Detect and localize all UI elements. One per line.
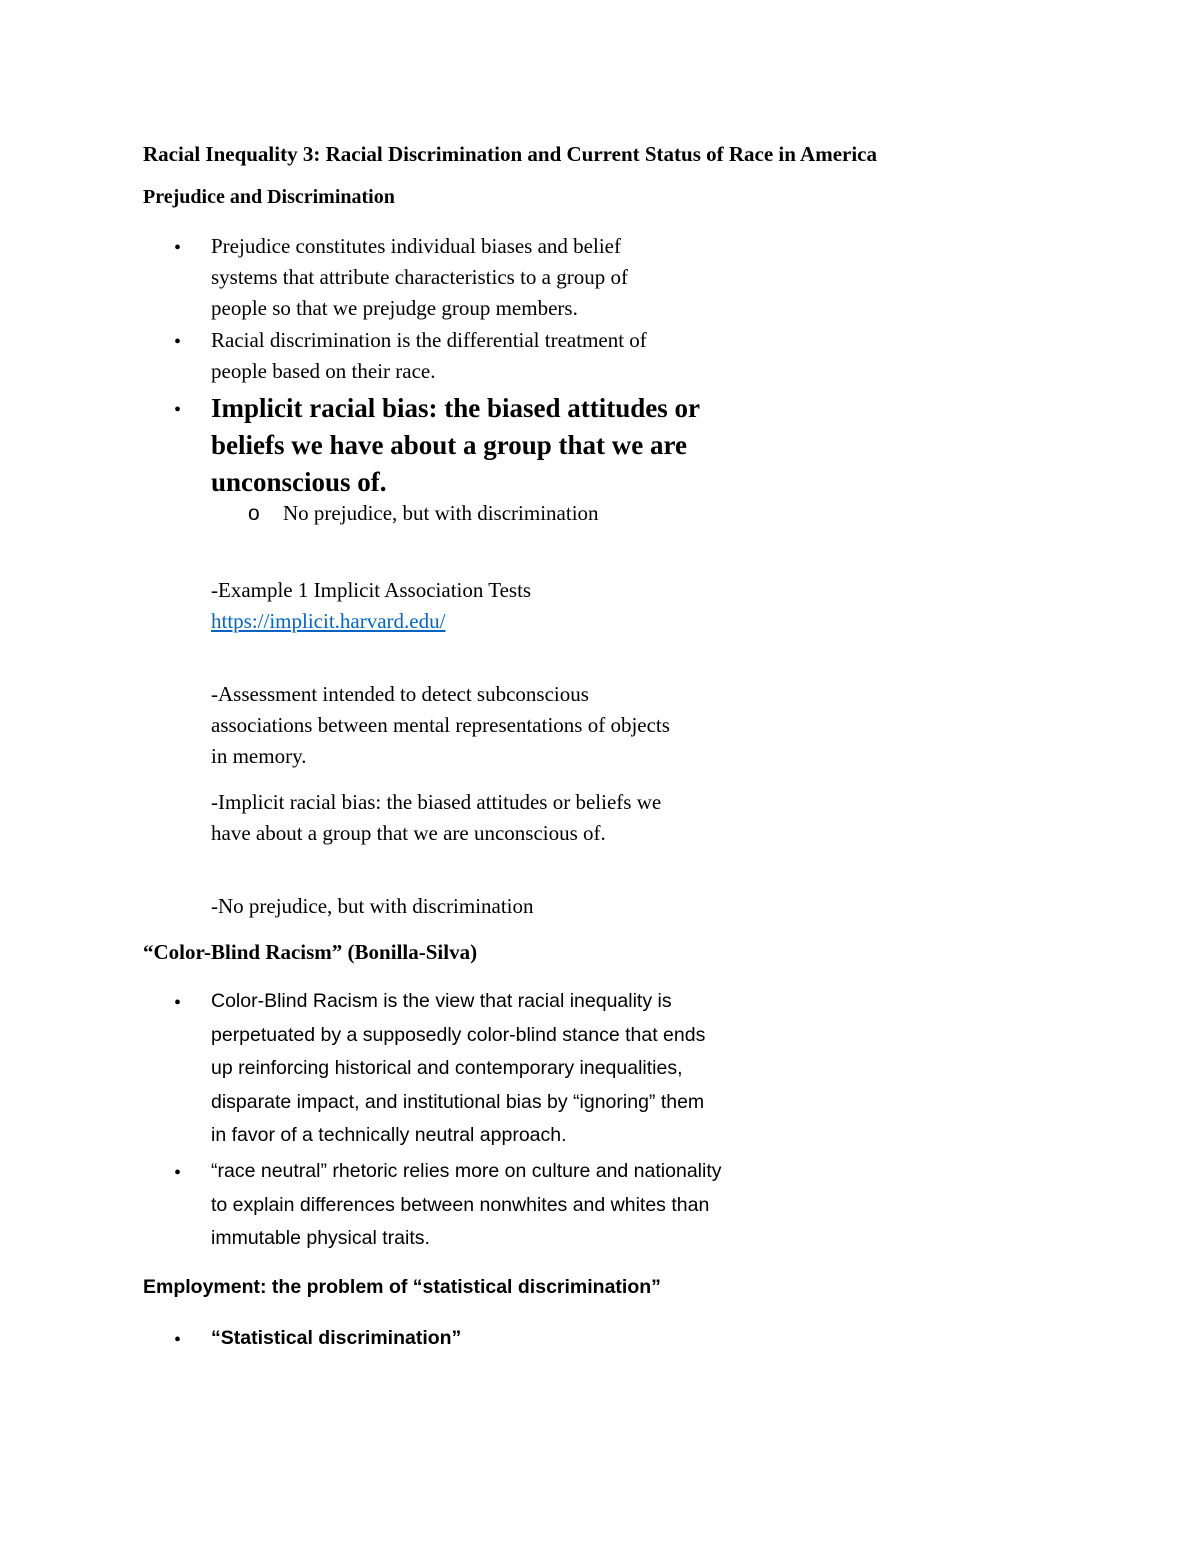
text-line: Prejudice constitutes individual biases and belief [211,234,621,258]
text-line: to explain differences between nonwhites and whites than [211,1193,710,1216]
section-heading-color-blind-racism: “Color-Blind Racism” (Bonilla-Silva) [143,940,478,964]
example-label: -Example 1 Implicit Association Tests [211,578,532,602]
section-heading-employment: Employment: the problem of “statistical discrimination” [143,1276,661,1298]
text-line: Implicit racial bias: the biased attitudes or [211,393,700,423]
text-line: “Statistical discrimination” [211,1327,462,1349]
example-paragraph [211,575,531,637]
text-line: systems that attribute characteristics to a group of [211,265,628,289]
sub-bullet-marker: o [248,502,260,525]
text-line: associations between mental representations of objects [211,713,670,737]
text-line: Racial discrimination is the differential treatment of [211,328,647,352]
text-line: perpetuated by a supposedly color-blind stance that ends [211,1023,706,1046]
bullet-marker: • [174,1329,182,1351]
bullet-racial-discrimination [211,325,647,387]
bullet-marker: • [174,399,182,421]
text-line: beliefs we have about a group that we are [211,430,687,460]
iat-link[interactable]: https://implicit.harvard.edu/ [211,609,446,633]
bullet-prejudice-definition [211,231,628,324]
text-line: disparate impact, and institutional bias by “ignoring” them [211,1090,705,1113]
bullet-statistical-discrimination [211,1322,461,1356]
bullet-marker: • [174,992,182,1014]
text-line: -Assessment intended to detect subconscious [211,682,589,706]
bullet-marker: • [174,331,182,353]
text-line: people so that we prejudge group members. [211,296,578,320]
assessment-paragraph [211,679,670,772]
bullet-color-blind-definition [211,985,705,1153]
text-line: people based on their race. [211,359,436,383]
document-title: Racial Inequality 3: Racial Discrimination and Current Status of Race in America [143,142,877,166]
bullet-marker: • [174,237,182,259]
bullet-implicit-racial-bias [211,390,700,501]
text-line: -Implicit racial bias: the biased attitudes or beliefs we [211,790,662,814]
text-line: in memory. [211,744,307,768]
implicit-bias-paragraph [211,787,661,849]
bullet-race-neutral-rhetoric [211,1155,722,1256]
text-line: “race neutral” rhetoric relies more on culture and nationality [211,1160,722,1182]
text-line: have about a group that we are unconscious of. [211,821,606,845]
text-line: in favor of a technically neutral approach. [211,1124,567,1146]
text-line: immutable physical traits. [211,1227,430,1249]
section-heading-prejudice: Prejudice and Discrimination [143,186,395,208]
text-line: Color-Blind Racism is the view that racial inequality is [211,990,672,1012]
sub-bullet-no-prejudice: No prejudice, but with discrimination [283,501,599,525]
bullet-marker: • [174,1162,182,1184]
text-line: -No prejudice, but with discrimination [211,894,534,918]
text-line: unconscious of. [211,467,387,497]
text-line: up reinforcing historical and contemporary inequalities, [211,1057,683,1079]
no-prejudice-paragraph [211,891,534,922]
